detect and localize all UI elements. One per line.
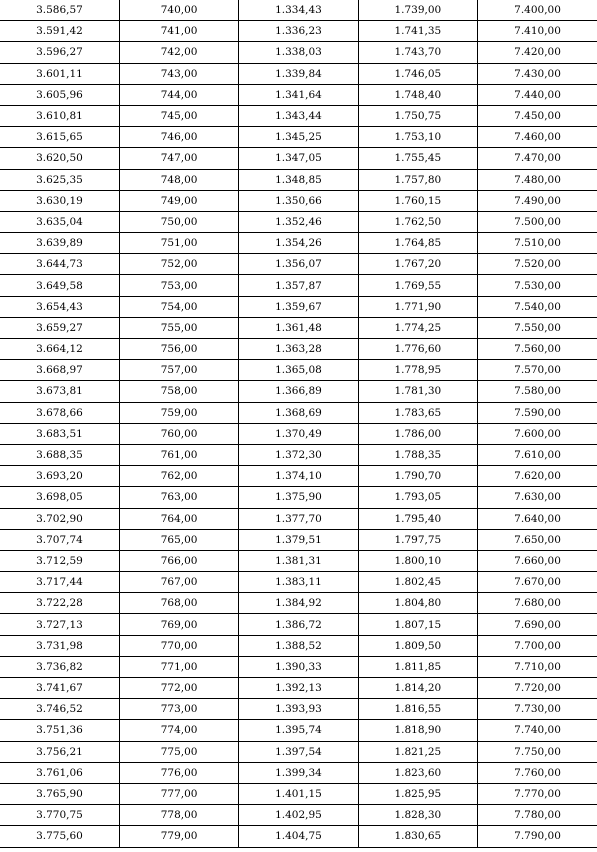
table-cell: 7.720,00 [478,678,597,699]
table-cell: 3.688,35 [0,444,119,465]
table-cell: 3.746,52 [0,699,119,720]
table-cell: 7.640,00 [478,508,597,529]
table-cell: 1.774,25 [358,317,477,338]
table-cell: 1.365,08 [239,360,358,381]
table-cell: 1.375,90 [239,487,358,508]
table-cell: 1.350,66 [239,190,358,211]
table-cell: 3.620,50 [0,148,119,169]
table-cell: 1.338,03 [239,42,358,63]
table-cell: 7.600,00 [478,423,597,444]
table-cell: 1.356,07 [239,254,358,275]
table-cell: 1.363,28 [239,339,358,360]
table-cell: 1.395,74 [239,720,358,741]
table-cell: 1.786,00 [358,423,477,444]
table-cell: 7.550,00 [478,317,597,338]
table-cell: 7.700,00 [478,635,597,656]
table-cell: 1.748,40 [358,84,477,105]
table-cell: 1.750,75 [358,105,477,126]
table-cell: 1.746,05 [358,63,477,84]
table-cell: 1.783,65 [358,402,477,423]
table-row [0,233,597,254]
table-row [0,42,597,63]
table-cell: 7.620,00 [478,466,597,487]
table-cell: 749,00 [119,190,238,211]
table-cell: 7.510,00 [478,233,597,254]
table-row [0,699,597,720]
table-cell: 752,00 [119,254,238,275]
table-cell: 763,00 [119,487,238,508]
table-cell: 778,00 [119,805,238,826]
table-cell: 1.802,45 [358,572,477,593]
table-cell: 7.440,00 [478,84,597,105]
table-cell: 1.764,85 [358,233,477,254]
table-cell: 3.610,81 [0,105,119,126]
table-cell: 1.341,64 [239,84,358,105]
table-cell: 3.770,75 [0,805,119,826]
table-cell: 1.361,48 [239,317,358,338]
table-cell: 7.520,00 [478,254,597,275]
table-row [0,360,597,381]
table-cell: 771,00 [119,656,238,677]
table-cell: 742,00 [119,42,238,63]
table-cell: 7.790,00 [478,826,597,847]
table-row [0,211,597,232]
table-cell: 1.809,50 [358,635,477,656]
table-row [0,381,597,402]
table-cell: 3.731,98 [0,635,119,656]
table-cell: 1.771,90 [358,296,477,317]
table-cell: 1.795,40 [358,508,477,529]
table-cell: 741,00 [119,21,238,42]
table-cell: 1.778,95 [358,360,477,381]
table-row [0,63,597,84]
table-cell: 3.630,19 [0,190,119,211]
table-row [0,572,597,593]
table-row [0,720,597,741]
table-row [0,783,597,804]
table-cell: 1.825,95 [358,783,477,804]
table-row [0,339,597,360]
table-cell: 1.343,44 [239,105,358,126]
table-cell: 1.821,25 [358,741,477,762]
table-cell: 3.673,81 [0,381,119,402]
table-cell: 7.500,00 [478,211,597,232]
table-cell: 7.530,00 [478,275,597,296]
table-cell: 3.722,28 [0,593,119,614]
table-cell: 7.780,00 [478,805,597,826]
table-cell: 1.359,67 [239,296,358,317]
table-cell: 773,00 [119,699,238,720]
table-cell: 7.580,00 [478,381,597,402]
table-cell: 753,00 [119,275,238,296]
table-cell: 3.605,96 [0,84,119,105]
table-cell: 3.644,73 [0,254,119,275]
table-cell: 1.339,84 [239,63,358,84]
table-cell: 7.770,00 [478,783,597,804]
table-cell: 1.334,43 [239,0,358,21]
table-cell: 7.490,00 [478,190,597,211]
table-cell: 1.393,93 [239,699,358,720]
table-cell: 1.352,46 [239,211,358,232]
table-cell: 3.649,58 [0,275,119,296]
table-cell: 767,00 [119,572,238,593]
table-cell: 1.790,70 [358,466,477,487]
table-cell: 1.818,90 [358,720,477,741]
table-cell: 3.615,65 [0,127,119,148]
table-cell: 768,00 [119,593,238,614]
table-cell: 1.781,30 [358,381,477,402]
table-cell: 775,00 [119,741,238,762]
table-cell: 7.650,00 [478,529,597,550]
table-row [0,296,597,317]
table-cell: 3.678,66 [0,402,119,423]
table-row [0,741,597,762]
table-cell: 3.664,12 [0,339,119,360]
table-cell: 1.762,50 [358,211,477,232]
table-row [0,402,597,423]
table-cell: 1.345,25 [239,127,358,148]
table-row [0,317,597,338]
table-cell: 3.683,51 [0,423,119,444]
table-row [0,190,597,211]
table-cell: 3.639,89 [0,233,119,254]
table-cell: 769,00 [119,614,238,635]
table-cell: 3.712,59 [0,550,119,571]
table-row [0,805,597,826]
table-cell: 1.390,33 [239,656,358,677]
table-cell: 760,00 [119,423,238,444]
table-cell: 7.730,00 [478,699,597,720]
table-cell: 1.348,85 [239,169,358,190]
table-cell: 755,00 [119,317,238,338]
table-cell: 7.690,00 [478,614,597,635]
table-cell: 1.357,87 [239,275,358,296]
table-cell: 1.401,15 [239,783,358,804]
table-cell: 7.610,00 [478,444,597,465]
table-cell: 7.410,00 [478,21,597,42]
table-row [0,487,597,508]
table-cell: 7.480,00 [478,169,597,190]
table-cell: 1.397,54 [239,741,358,762]
table-cell: 745,00 [119,105,238,126]
table-cell: 764,00 [119,508,238,529]
table-row [0,635,597,656]
table-cell: 7.680,00 [478,593,597,614]
table-cell: 1.830,65 [358,826,477,847]
table-cell: 7.630,00 [478,487,597,508]
table-cell: 7.540,00 [478,296,597,317]
table-cell: 779,00 [119,826,238,847]
table-cell: 1.776,60 [358,339,477,360]
table-cell: 3.698,05 [0,487,119,508]
table-cell: 1.384,92 [239,593,358,614]
table-cell: 1.797,75 [358,529,477,550]
table-cell: 1.828,30 [358,805,477,826]
table-row [0,656,597,677]
table-cell: 3.601,11 [0,63,119,84]
table-row [0,678,597,699]
table-cell: 7.460,00 [478,127,597,148]
table-cell: 1.793,05 [358,487,477,508]
table-cell: 3.635,04 [0,211,119,232]
table-row [0,148,597,169]
table-row [0,550,597,571]
table-cell: 772,00 [119,678,238,699]
table-cell: 1.804,80 [358,593,477,614]
table-row [0,508,597,529]
table-cell: 750,00 [119,211,238,232]
table-row [0,529,597,550]
table-cell: 1.388,52 [239,635,358,656]
table-cell: 1.404,75 [239,826,358,847]
table-cell: 3.586,57 [0,0,119,21]
table-cell: 743,00 [119,63,238,84]
table-cell: 1.372,30 [239,444,358,465]
table-cell: 748,00 [119,169,238,190]
table-row [0,826,597,847]
table-cell: 7.450,00 [478,105,597,126]
table-cell: 1.377,70 [239,508,358,529]
table-cell: 1.383,11 [239,572,358,593]
table-cell: 1.374,10 [239,466,358,487]
table-cell: 7.740,00 [478,720,597,741]
table-cell: 3.741,67 [0,678,119,699]
table-cell: 3.717,44 [0,572,119,593]
table-cell: 3.654,43 [0,296,119,317]
table-cell: 770,00 [119,635,238,656]
table-row [0,423,597,444]
table-cell: 759,00 [119,402,238,423]
table-cell: 7.570,00 [478,360,597,381]
table-cell: 3.659,27 [0,317,119,338]
table-cell: 7.660,00 [478,550,597,571]
table-cell: 757,00 [119,360,238,381]
table-cell: 1.760,15 [358,190,477,211]
table-cell: 1.767,20 [358,254,477,275]
table-row [0,614,597,635]
table-cell: 751,00 [119,233,238,254]
table-cell: 1.811,85 [358,656,477,677]
table-cell: 1.379,51 [239,529,358,550]
table-row [0,84,597,105]
table-cell: 1.386,72 [239,614,358,635]
table-cell: 3.591,42 [0,21,119,42]
table-cell: 7.420,00 [478,42,597,63]
table-cell: 1.370,49 [239,423,358,444]
table-cell: 3.596,27 [0,42,119,63]
table-cell: 3.736,82 [0,656,119,677]
table-cell: 1.741,35 [358,21,477,42]
table-cell: 3.756,21 [0,741,119,762]
table-cell: 1.402,95 [239,805,358,826]
table-row [0,254,597,275]
table-cell: 1.392,13 [239,678,358,699]
table-cell: 7.760,00 [478,762,597,783]
table-cell: 740,00 [119,0,238,21]
table-cell: 7.400,00 [478,0,597,21]
table-cell: 762,00 [119,466,238,487]
table-cell: 1.347,05 [239,148,358,169]
table-cell: 7.470,00 [478,148,597,169]
table-cell: 1.399,34 [239,762,358,783]
table-cell: 776,00 [119,762,238,783]
table-row [0,0,597,21]
table-cell: 1.807,15 [358,614,477,635]
table-cell: 3.761,06 [0,762,119,783]
table-cell: 3.775,60 [0,826,119,847]
table-cell: 3.751,36 [0,720,119,741]
table-row [0,169,597,190]
table-cell: 3.727,13 [0,614,119,635]
table-cell: 754,00 [119,296,238,317]
table-cell: 761,00 [119,444,238,465]
table-row [0,762,597,783]
table-cell: 765,00 [119,529,238,550]
table-cell: 7.590,00 [478,402,597,423]
table-cell: 774,00 [119,720,238,741]
table-cell: 746,00 [119,127,238,148]
table-row [0,593,597,614]
table-cell: 7.560,00 [478,339,597,360]
table-cell: 1.368,69 [239,402,358,423]
table-row [0,127,597,148]
table-cell: 7.710,00 [478,656,597,677]
table-cell: 3.765,90 [0,783,119,804]
table-cell: 1.800,10 [358,550,477,571]
table-row [0,466,597,487]
table-cell: 1.823,60 [358,762,477,783]
table-cell: 1.788,35 [358,444,477,465]
table-row [0,105,597,126]
table-cell: 7.750,00 [478,741,597,762]
table-cell: 1.336,23 [239,21,358,42]
table-cell: 3.668,97 [0,360,119,381]
table-cell: 1.757,80 [358,169,477,190]
table-cell: 1.769,55 [358,275,477,296]
table-cell: 747,00 [119,148,238,169]
table-cell: 744,00 [119,84,238,105]
table-row [0,444,597,465]
table-cell: 1.739,00 [358,0,477,21]
table-cell: 7.670,00 [478,572,597,593]
table-row [0,21,597,42]
table-cell: 756,00 [119,339,238,360]
table-row [0,275,597,296]
table-cell: 1.743,70 [358,42,477,63]
table-cell: 777,00 [119,783,238,804]
table-cell: 1.381,31 [239,550,358,571]
table-cell: 7.430,00 [478,63,597,84]
table-cell: 1.366,89 [239,381,358,402]
table-cell: 1.816,55 [358,699,477,720]
table-cell: 3.693,20 [0,466,119,487]
table-cell: 766,00 [119,550,238,571]
table-cell: 758,00 [119,381,238,402]
table-cell: 1.753,10 [358,127,477,148]
table-cell: 1.755,45 [358,148,477,169]
table-cell: 3.625,35 [0,169,119,190]
table-cell: 1.354,26 [239,233,358,254]
table-cell: 3.702,90 [0,508,119,529]
table-cell: 1.814,20 [358,678,477,699]
table-cell: 3.707,74 [0,529,119,550]
